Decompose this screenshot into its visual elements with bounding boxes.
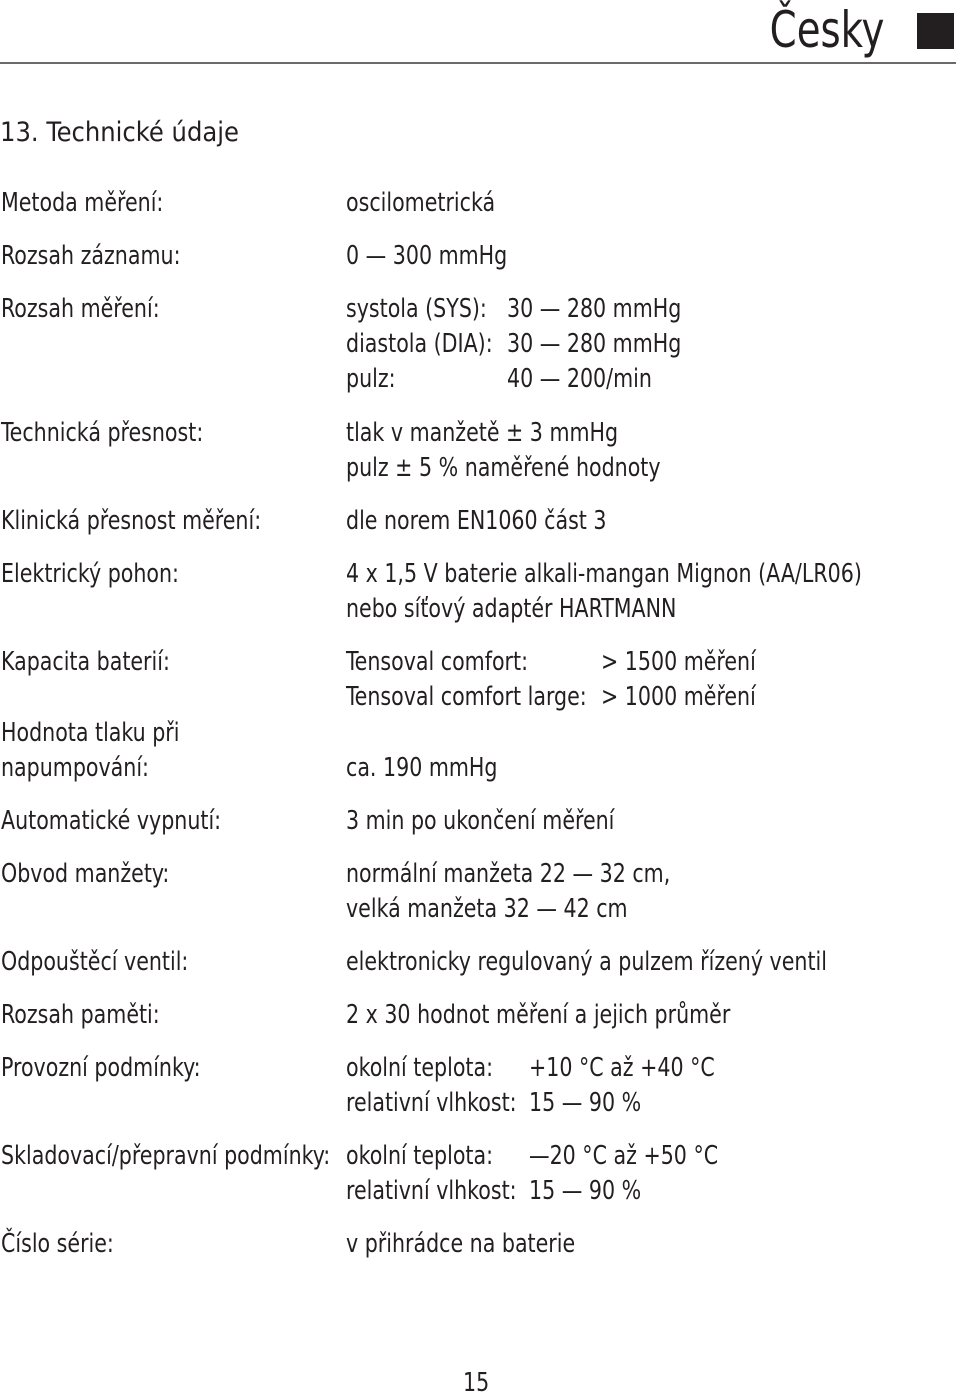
spec-value-valve: elektronicky regulovaný a pulzem řízený ventil <box>346 947 827 977</box>
operating-row-name: relativní vlhkost: <box>346 1088 517 1118</box>
spec-label-inflation-line: napumpování: <box>1 753 150 783</box>
spec-value-record-range: 0 — 300 mmHg <box>346 241 508 271</box>
spec-label-inflation-line: Hodnota tlaku při <box>1 718 180 748</box>
spec-value-memory: 2 x 30 hodnot měření a jejich průměr <box>346 1000 731 1030</box>
measure-range-row-value: 30 — 280 mmHg <box>507 329 682 359</box>
spec-value-clinical: dle norem EN1060 část 3 <box>346 506 607 536</box>
spec-value-inflation: ca. 190 mmHg <box>346 753 498 783</box>
measure-range-row-value: 30 — 280 mmHg <box>507 294 682 324</box>
measure-range-row-name: pulz: <box>346 364 396 394</box>
battery-row-value: > 1000 měření <box>601 682 756 712</box>
spec-label-battery: Kapacita baterií: <box>1 647 170 677</box>
spec-label-auto-off: Automatické vypnutí: <box>1 806 222 836</box>
spec-label-record-range: Rozsah záznamu: <box>1 241 181 271</box>
storage-row-value: 15 — 90 % <box>529 1176 642 1206</box>
black-square-marker <box>917 13 954 49</box>
measure-range-row-name: systola (SYS): <box>346 294 487 324</box>
spec-value-accuracy-line: tlak v manžetě ± 3 mmHg <box>346 418 619 448</box>
spec-label-clinical: Klinická přesnost měření: <box>1 506 262 536</box>
spec-label-memory: Rozsah paměti: <box>1 1000 160 1030</box>
section-title: 13. Technické údaje <box>0 117 239 148</box>
storage-row-value: —20 °C až +50 °C <box>529 1141 719 1171</box>
language-title: Česky <box>769 1 884 59</box>
storage-row-name: relativní vlhkost: <box>346 1176 517 1206</box>
measure-range-row-value: 40 — 200/min <box>507 364 652 394</box>
battery-row-name: Tensoval comfort: <box>346 647 529 677</box>
battery-row-value: > 1500 měření <box>601 647 756 677</box>
spec-value-cuff-line: normální manžeta 22 — 32 cm, <box>346 859 671 889</box>
header-divider <box>0 62 956 64</box>
spec-label-storage: Skladovací/přepravní podmínky: <box>1 1141 331 1171</box>
spec-label-method: Metoda měření: <box>1 188 164 218</box>
spec-label-cuff: Obvod manžety: <box>1 859 170 889</box>
operating-row-name: okolní teplota: <box>346 1053 494 1083</box>
storage-row-name: okolní teplota: <box>346 1141 494 1171</box>
spec-label-accuracy: Technická přesnost: <box>1 418 204 448</box>
page-number: 15 <box>463 1368 490 1398</box>
spec-value-method: oscilometrická <box>346 188 496 218</box>
measure-range-row-name: diastola (DIA): <box>346 329 493 359</box>
spec-label-valve: Odpouštěcí ventil: <box>1 947 189 977</box>
spec-value-power-line: nebo síťový adaptér HARTMANN <box>346 594 677 624</box>
spec-value-auto-off: 3 min po ukončení měření <box>346 806 615 836</box>
spec-value-power-line: 4 x 1,5 V baterie alkali-mangan Mignon (AA/LR06) <box>346 559 862 589</box>
battery-row-name: Tensoval comfort large: <box>346 682 587 712</box>
spec-value-cuff-line: velká manžeta 32 — 42 cm <box>346 894 628 924</box>
operating-row-value: 15 — 90 % <box>529 1088 642 1118</box>
spec-label-operating: Provozní podmínky: <box>1 1053 201 1083</box>
operating-row-value: +10 °C až +40 °C <box>529 1053 715 1083</box>
spec-label-measure-range: Rozsah měření: <box>1 294 160 324</box>
spec-value-serial: v přihrádce na baterie <box>346 1229 576 1259</box>
spec-label-serial: Číslo série: <box>1 1229 114 1259</box>
spec-label-power: Elektrický pohon: <box>1 559 179 589</box>
spec-value-accuracy-line: pulz ± 5 % naměřené hodnoty <box>346 453 661 483</box>
